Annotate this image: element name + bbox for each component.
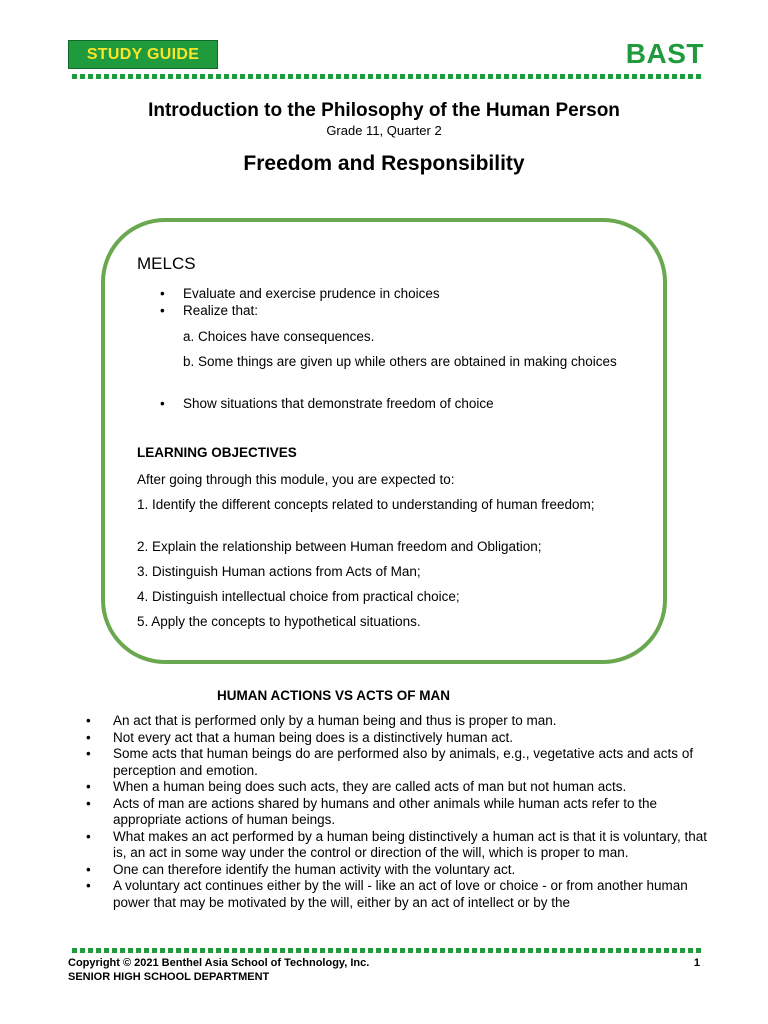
- objective-item: 3. Distinguish Human actions from Acts of Man;: [137, 564, 421, 579]
- objective-item: 1. Identify the different concepts related to understanding of human freedom;: [137, 497, 595, 512]
- bullet-icon: •: [86, 746, 91, 761]
- list-item-text: One can therefore identify the human activity with the voluntary act.: [113, 861, 516, 877]
- page-number: 1: [693, 957, 700, 969]
- objective-item: 4. Distinguish intellectual choice from practical choice;: [137, 589, 460, 604]
- objective-item: 5. Apply the concepts to hypothetical situations.: [137, 614, 421, 629]
- bullet-icon: •: [160, 286, 165, 301]
- bullet-icon: •: [160, 303, 165, 318]
- melcs-item: Show situations that demonstrate freedom of choice: [183, 396, 494, 411]
- list-item: [86, 779, 716, 796]
- list-item-text: What makes an act performed by a human being distinctively a human act is that it is voluntary, that is, an act in some way under the control or direction of the will, which is proper to man.: [113, 828, 708, 860]
- brand-logo: BAST: [625, 38, 704, 69]
- objectives-intro: After going through this module, you are expected to:: [137, 472, 455, 487]
- list-item: [86, 713, 716, 730]
- list-item: [86, 862, 716, 879]
- section-bullet-list: [86, 713, 716, 911]
- section-heading: HUMAN ACTIONS VS ACTS OF MAN: [217, 688, 450, 703]
- bottom-dotted-divider: [72, 948, 702, 953]
- melcs-heading: MELCS: [137, 254, 196, 273]
- copyright-text: Copyright © 2021 Benthel Asia School of Technology, Inc.: [68, 957, 370, 969]
- list-item-text: Acts of man are actions shared by humans and other animals while human acts refer to the appropriate actions of human beings.: [113, 795, 658, 827]
- bullet-icon: •: [86, 828, 91, 844]
- bullet-icon: •: [86, 878, 91, 893]
- melcs-item: Evaluate and exercise prudence in choices: [183, 286, 440, 301]
- top-dotted-divider: [72, 74, 702, 79]
- bullet-icon: •: [86, 729, 91, 745]
- bullet-icon: •: [86, 861, 91, 877]
- list-item-text: Some acts that human beings do are performed also by animals, e.g., vegetative acts and acts of perception and emotion.: [113, 746, 694, 778]
- lesson-title: Freedom and Responsibility: [243, 152, 525, 175]
- study-guide-badge: STUDY GUIDE: [68, 40, 218, 69]
- bullet-icon: •: [86, 779, 91, 794]
- bullet-icon: •: [86, 713, 91, 728]
- list-item: [86, 746, 716, 779]
- list-item-text: A voluntary act continues either by the will - like an act of love or choice - or from another human power that may be motivated by the will, either by an act of intellect or by the: [113, 878, 688, 910]
- department-text: SENIOR HIGH SCHOOL DEPARTMENT: [68, 971, 270, 983]
- melcs-subitem: b. Some things are given up while others are obtained in making choices: [183, 354, 617, 369]
- melcs-item: Realize that:: [183, 303, 259, 318]
- bullet-icon: •: [86, 795, 91, 811]
- list-item-text: Not every act that a human being does is a distinctively human act.: [113, 729, 513, 745]
- list-item: [86, 878, 716, 911]
- list-item: [86, 829, 716, 862]
- grade-quarter: Grade 11, Quarter 2: [326, 123, 442, 138]
- list-item: [86, 730, 716, 747]
- list-item-text: When a human being does such acts, they are called acts of man but not human acts.: [113, 779, 627, 794]
- melcs-subitem: a. Choices have consequences.: [183, 329, 375, 344]
- list-item: [86, 796, 716, 829]
- list-item-text: An act that is performed only by a human being and thus is proper to man.: [113, 713, 557, 728]
- objective-item: 2. Explain the relationship between Human freedom and Obligation;: [137, 539, 542, 554]
- learning-objectives-heading: LEARNING OBJECTIVES: [137, 445, 297, 460]
- bullet-icon: •: [160, 396, 165, 411]
- course-title: Introduction to the Philosophy of the Human Person: [148, 100, 620, 121]
